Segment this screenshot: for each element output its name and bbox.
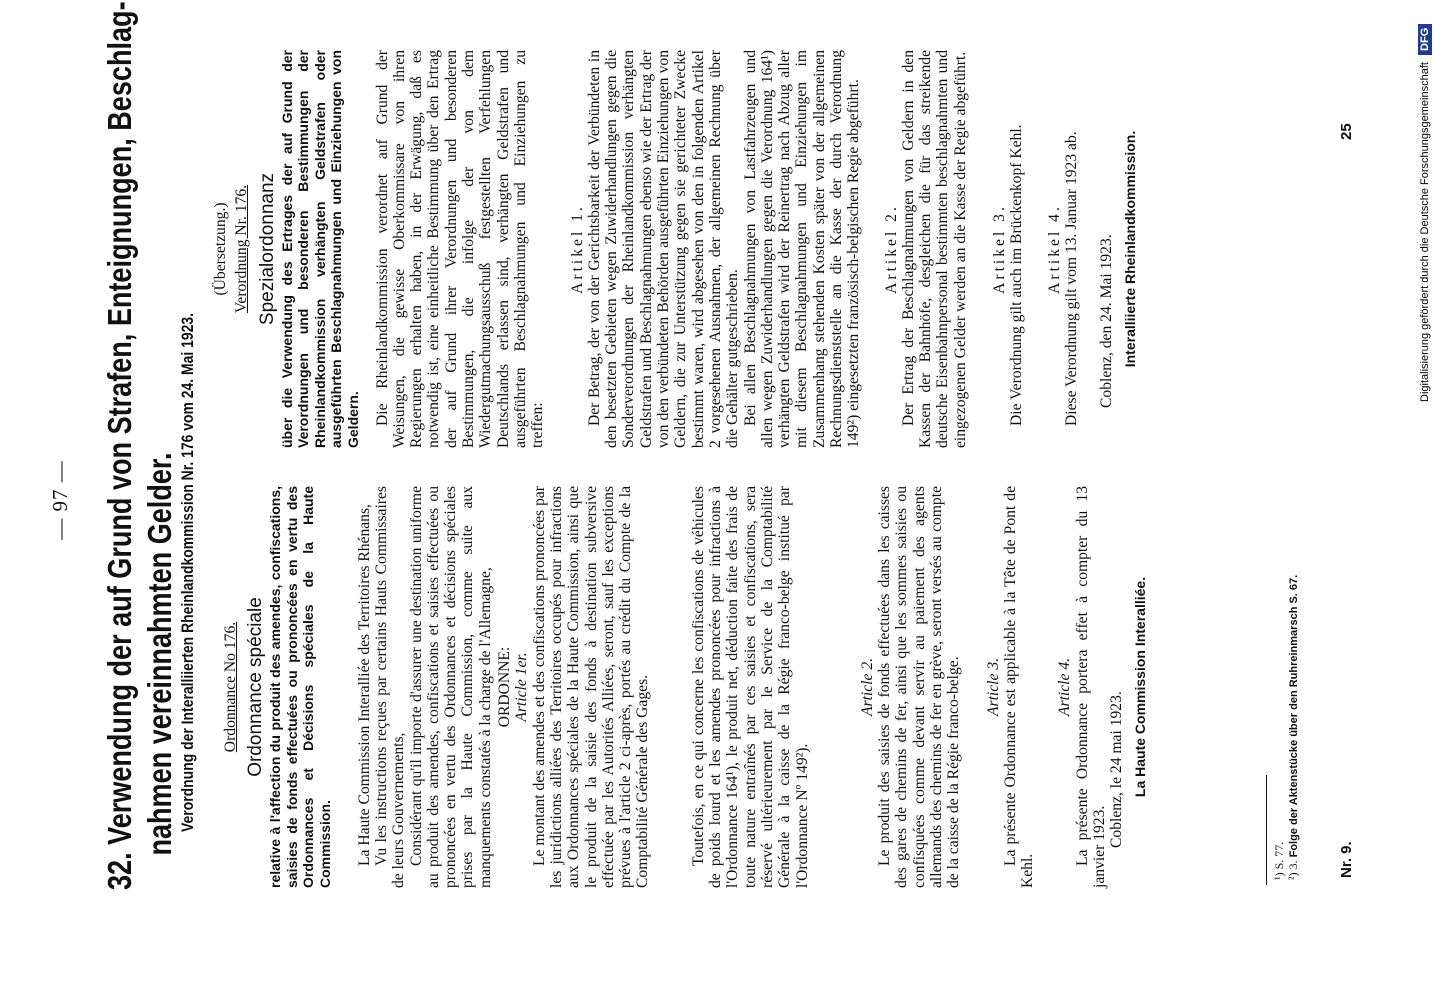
de-article-3-paragraph: Die Verordnung gilt auch im Brückenkopf Kehl. [1008, 124, 1026, 426]
fr-article-3-title: Article 3. [984, 657, 1002, 717]
fr-paragraph-2: Vu les instructions reçues par certains Hauts Commissaires de leurs Gouvernements, [372, 486, 408, 888]
footnote-1: ¹) S. 77. [1272, 841, 1286, 880]
fr-article-1-title: Article 1er. [513, 652, 531, 722]
fr-article-2-title: Article 2. [858, 657, 876, 717]
fr-paragraph-3: Considérant qu'il importe d'assurer une destination uniforme au produit des amendes, confiscations et saisies effectuées ou prononcées en vertu des Ordonnances et décisions spéciales prises par la Haute Commission, comme suite aux manquements constatés à la charge de l'Allemagne, [407, 486, 494, 888]
de-article-4-paragraph: Diese Verordnung gilt vom 13. Januar 1923 ab. [1062, 131, 1080, 426]
fr-ordonnance-number: Ordonnance No 176. [222, 621, 239, 753]
footnote-divider [1266, 775, 1267, 885]
sheet-number: 25 [1338, 123, 1355, 140]
title-line-2: nahmen vereinnahmten Gelder. [141, 452, 178, 856]
fr-article-1-paragraph-1: Le montant des amendes et des confiscations prononcées par les juridictions alliées des Territoires occupés pour infractions aux Ordonnances spéciales de la Haute Commission, ainsi que le produit de la saisie des fonds à destination subversive effectuée par les Autorités Alliées, seront, sauf les exceptions prévues à l'article 2 ci-après, portés au crédit du Compte de la Comptabilité Générale des Gages. [530, 486, 652, 888]
fr-ordonne: ORDONNE: [496, 646, 514, 728]
de-heading: Spezialordonnanz [256, 172, 278, 326]
fr-heading: Ordonnance spéciale [245, 597, 267, 777]
de-article-1-paragraph-1: Der Betrag, der von der Gerichtsbarkeit der Verbündeten in den besetzten Gebieten wegen Zuwiderhandlungen gegen die Sonderverordnungen der Rheinlandkommission verhängten Geldstrafen und Beschlagnahmungen ebenso wie der Ertrag der von den verbündeten Behörden ausgeführten Einziehungen von Geldern, die zur Unterstützung gegen sie gerichteter Zwecke bestimmt waren, wird abgesehen von den in folgenden Artikel 2 vorgesehenen Ausnahmen, der allgemeinen Rechnung über die Gehälter gutgeschrieben. [585, 50, 742, 448]
footnote-2-text: Folge der Aktenstücke über den Ruhreinmarsch S. 67. [1288, 574, 1300, 858]
de-article-3-title: Artikel 3. [991, 204, 1009, 294]
footnote-2 [1286, 575, 1301, 880]
french-column [212, 486, 1149, 888]
de-place-date: Coblenz, den 24. Mai 1923. [1098, 234, 1116, 408]
fr-article-4-title: Article 4. [1056, 657, 1074, 717]
fr-summary: relative à l'affection du produit des amendes, confiscations, saisies de fonds effectuées ou prononcées en vertu des Ordonnances et Décisions spéciales de la Haute Commission. [267, 486, 334, 888]
de-article-1-paragraph-2: Bei allen Beschlagnahmungen von Lastfahrzeugen und allen wegen Zuwiderhandlungen gegen die Verordnung 164¹) verhängten Geldstrafen wird der Reinertrag nach Abzug aller mit diesem Beschlagnahmungen und Einziehungen im Zusammenhang stehenden Kosten später von der allgemeinen Rechnungsdienststelle an die Kasse der durch Verordnung 149²) eingesetzten französisch-belgischen Regie abgeführt. [741, 50, 863, 448]
fr-article-2-paragraph: Le produit des saisies de fonds effectuées dans les caisses des gares de chemins de fer, ainsi que les sommes saisies ou confisquées comme devant servir au paiement des agents allemands des chemins de fer en grève, seront versés au compte de la caisse de la Régie franco-belge. [876, 486, 963, 888]
german-column [212, 50, 1139, 448]
dfg-logo: DFG [1418, 24, 1432, 55]
fr-article-4-paragraph: La présente Ordonnance portera effet à compter du 13 janvier 1923. [1073, 486, 1109, 888]
fr-paragraph-1: La Haute Commission Interalliée des Territoires Rhénans, [355, 504, 373, 866]
fr-signature: La Haute Commission Interalliée. [1131, 576, 1148, 798]
de-article-4-title: Artikel 4. [1045, 204, 1063, 294]
fr-article-3-paragraph: La présente Ordonnance est applicable à la Tête de Pont de Kehl. [1001, 486, 1037, 888]
footnote-2-prefix: ²) 3. [1286, 860, 1300, 880]
digitization-strip [1416, 8, 1434, 992]
de-verordnung-number: Verordnung Nr. 176. [233, 184, 251, 314]
title-line-1: 32. Verwendung der auf Grund von Strafen, Enteignungen, Beschlag- [101, 1, 138, 890]
footnotes [1272, 575, 1301, 880]
digitization-note [1416, 8, 1434, 992]
de-paragraph-1: Die Rheinlandkommission verordnet auf Grund der Weisungen, die gewisse Oberkommissare von ihren Regierungen erhalten haben, in der Erwägung, daß es notwendig ist, eine einheitliche Bestimmung über den Ertrag der auf Grund ihrer Verordnungen und besonderen Bestimmungen, die infolge der von dem Wiedergutmachungsausschuß festgestellten Verfehlungen Deutschlands erlassen sind, verhängten Geldstrafen und ausgeführten Beschlagnahmungen und Einziehungen zu treffen: [373, 50, 547, 448]
digitization-text: Digitalisierung gefördert durch die Deutsche Forschungsgemeinschaft [1419, 62, 1431, 402]
page-number: — 97 — [48, 460, 72, 540]
de-article-2-title: Artikel 2. [882, 204, 900, 294]
de-summary: über die Verwendung des Ertrages der auf Grund der Verordnungen und besonderen Bestimmungen der Rheinlandkommission verhängten Geldstrafen oder ausgeführten Beschlagnahmungen und Einziehungen von Geldern. [278, 50, 361, 448]
fr-place-date: Coblenz, le 24 mai 1923. [1108, 691, 1126, 848]
document-subtitle: Verordnung der Interalliierten Rheinlandkommission Nr. 176 vom 24. Mai 1923. [178, 312, 197, 832]
de-article-1-title: Artikel 1. [568, 204, 586, 294]
de-article-2-paragraph: Der Ertrag der Beschlagnahmungen von Geldern in den Kassen der Bahnhöfe, desgleichen die für das streikende deutsche Eisenbahnpersonal bestimmten beschlagnahmten und eingezogenen Gelder werden an die Kasse der Regie abgeführt. [899, 50, 969, 448]
fr-article-1-paragraph-2: Toutefois, en ce qui concerne les confiscations de véhicules de poids lourd et les amendes prononcées pour infractions à l'Ordonnance 164¹), le produit net, déduction faite des frais de toute nature entraînés par ces saisies et confiscations, sera réservé ultérieurement par le Service de la Comptabilité Générale à la caisse de la Régie franco-belge institué par l'Ordonnance Nº 149²). [689, 486, 811, 888]
document-title [100, 1, 180, 890]
de-signature: Interalliierte Rheinlandkommission. [1121, 130, 1138, 368]
issue-number: Nr. 9. [1338, 841, 1355, 878]
de-translation-note: (Übersetzung.) [212, 202, 229, 296]
